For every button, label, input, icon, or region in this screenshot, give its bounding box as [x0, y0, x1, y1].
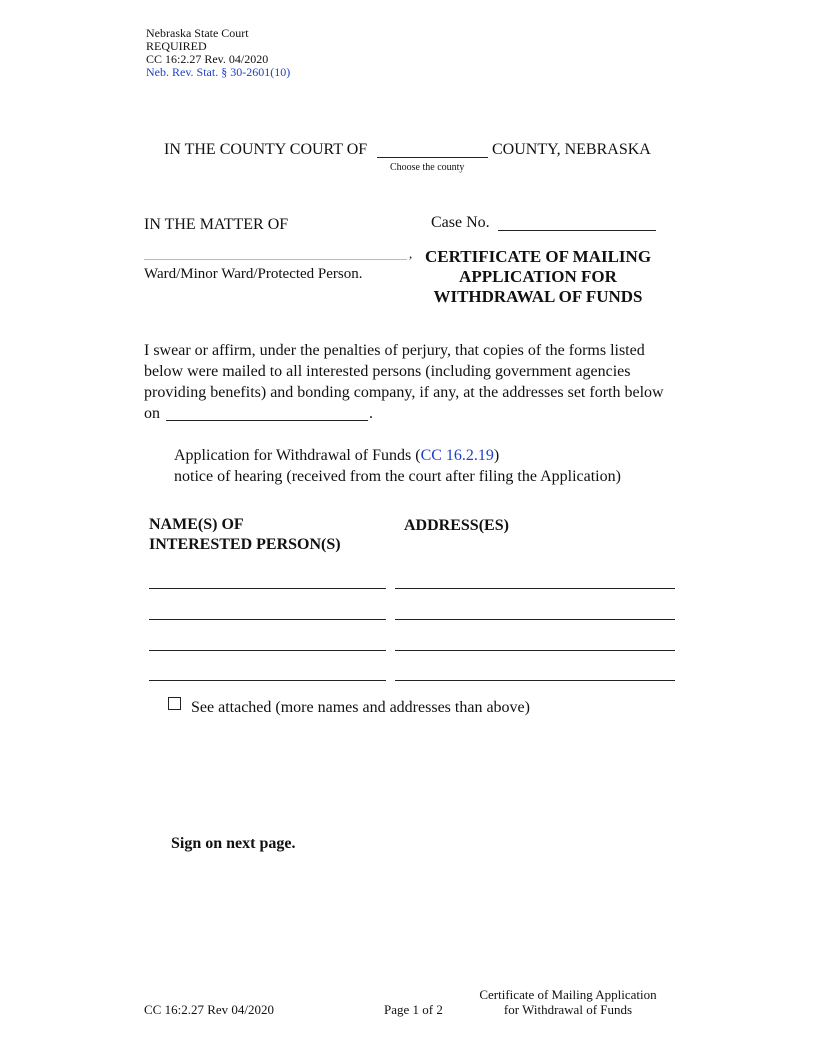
court-suffix: COUNTY, NEBRASKA	[492, 141, 651, 158]
name-field-2[interactable]	[149, 602, 386, 620]
names-header-line-2: INTERESTED PERSON(S)	[149, 536, 341, 553]
address-field-3[interactable]	[395, 633, 675, 651]
affirmation-line-1: I swear or affirm, under the penalties of perjury, that copies of the forms listed	[144, 342, 645, 359]
title-line-2: APPLICATION FOR	[459, 267, 617, 286]
ward-name-field[interactable]	[144, 258, 407, 260]
affirmation-paragraph	[144, 340, 684, 403]
mailing-date-field[interactable]	[166, 403, 368, 421]
addresses-column-header: ADDRESS(ES)	[404, 517, 509, 534]
sign-next-page-note: Sign on next page.	[171, 835, 296, 852]
form-item-application-suffix: )	[493, 447, 500, 464]
form-item-application-prefix: Application for Withdrawal of Funds (	[174, 447, 421, 464]
county-hint: Choose the county	[390, 162, 465, 173]
statute-link[interactable]: Neb. Rev. Stat. § 30-2601(10)	[146, 65, 291, 79]
footer-form-id: CC 16:2.27 Rev 04/2020	[144, 1002, 275, 1017]
affirmation-line-3: providing benefits) and bonding company, if any, at the addresses set forth below	[144, 384, 664, 401]
footer-page-number: Page 1 of 2	[384, 1002, 443, 1017]
address-field-4[interactable]	[395, 663, 675, 681]
see-attached-checkbox[interactable]	[168, 697, 181, 710]
matter-label: IN THE MATTER OF	[144, 216, 289, 233]
form-cc-16-2-19-link[interactable]: CC 16.2.19	[420, 447, 494, 464]
address-field-2[interactable]	[395, 602, 675, 620]
footer-title	[470, 987, 666, 1017]
footer-title-line-1: Certificate of Mailing Application	[479, 987, 657, 1002]
name-field-1[interactable]	[149, 571, 386, 589]
see-attached-label: See attached (more names and addresses than above)	[191, 699, 530, 716]
address-field-1[interactable]	[395, 571, 675, 589]
document-title	[418, 247, 658, 307]
county-field[interactable]	[377, 141, 488, 158]
case-number-field[interactable]	[498, 214, 656, 231]
header-form-rev: CC 16:2.27 Rev. 04/2020	[146, 52, 269, 66]
header-court: Nebraska State Court	[146, 26, 249, 40]
on-period: .	[369, 405, 373, 422]
header-required: REQUIRED	[146, 39, 207, 53]
ward-comma: ,	[409, 246, 413, 261]
footer-title-line-2: for Withdrawal of Funds	[503, 1002, 633, 1017]
affirmation-line-2: below were mailed to all interested persons (including government agencies	[144, 363, 631, 380]
form-item-application	[174, 445, 499, 466]
on-label: on	[144, 405, 160, 422]
case-label: Case No.	[431, 214, 490, 231]
name-field-4[interactable]	[149, 663, 386, 681]
court-prefix: IN THE COUNTY COURT OF	[164, 141, 368, 158]
ward-label: Ward/Minor Ward/Protected Person.	[144, 266, 363, 282]
name-field-3[interactable]	[149, 633, 386, 651]
form-item-notice: notice of hearing (received from the court after filing the Application)	[174, 468, 621, 485]
names-column-header	[149, 515, 341, 555]
title-line-3: WITHDRAWAL OF FUNDS	[433, 287, 643, 306]
names-header-line-1: NAME(S) OF	[149, 516, 244, 533]
title-line-1: CERTIFICATE OF MAILING	[424, 247, 652, 266]
